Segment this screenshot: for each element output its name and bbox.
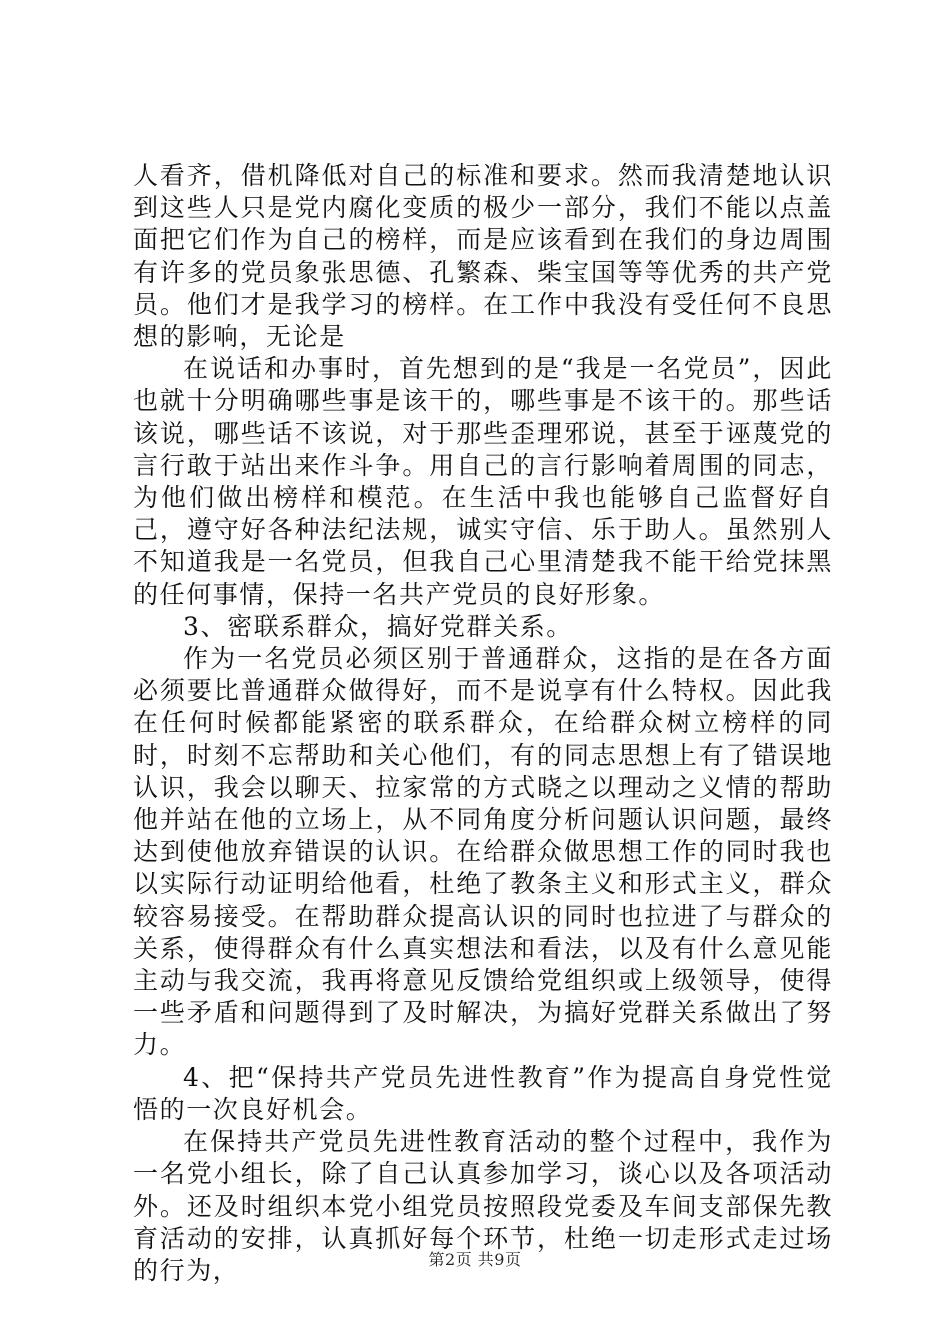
section-heading-4: 4、把“保持共产党员先进性教育”作为提高自身党性觉悟的一次良好机会。	[133, 1062, 833, 1124]
paragraph-1: 人看齐，借机降低对自己的标准和要求。然而我清楚地认识到这些人只是党内腐化变质的极少一部分，我们不能以点盖面把它们作为自己的榜样，而是应该看到在我们的身边周围有许多的党员象张思德、孔繁森、柴宝国等等优秀的共产党员。他们才是我学习的榜样。在工作中我没有受任何不良思想的影响，无论是	[133, 161, 833, 352]
document-body	[133, 160, 833, 1287]
page-number-footer: 第2页 共9页	[428, 1250, 522, 1269]
paragraph-3: 作为一名党员必须区别于普通群众，这指的是在各方面必须要比普通群众做得好，而不是说享有什么特权。因此我在任何时候都能紧密的联系群众，在给群众树立榜样的同时，时刻不忘帮助和关心他们，有的同志思想上有了错误地认识，我会以聊天、拉家常的方式晓之以理动之义情的帮助他并站在他的立场上，从不同角度分析问题认识问题，最终达到使他放弃错误的认识。在给群众做思想工作的同时我也以实际行动证明给他看，杜绝了教条主义和形式主义，群众较容易接受。在帮助群众提高认识的同时也拉进了与群众的关系，使得群众有什么真实想法和看法，以及有什么意见能主动与我交流，我再将意见反馈给党组织或上级领导，使得一些矛盾和问题得到了及时解决，为搞好党群关系做出了努力。	[133, 644, 833, 1060]
paragraph-4: 在保持共产党员先进性教育活动的整个过程中，我作为一名党小组长，除了自己认真参加学习，谈心以及各项活动外。还及时组织本党小组党员按照段党委及车间支部保先教育活动的安排，认真抓好每个环节，杜绝一切走形式走过场的行为，	[133, 1127, 833, 1285]
paragraph-2: 在说话和办事时，首先想到的是“我是一名党员”，因此也就十分明确哪些事是该干的，哪些事是不该干的。那些话该说，哪些话不该说，对于那些歪理邪说，甚至于诬蔑党的言行敢于站出来作斗争。用自己的言行影响着周围的同志，为他们做出榜样和模范。在生活中我也能够自己监督好自己，遵守好各种法纪法规，诚实守信、乐于助人。虽然别人不知道我是一名党员，但我自己心里清楚我不能干给党抹黑的任何事情，保持一名共产党员的良好形象。	[133, 354, 833, 609]
section-heading-3: 3、密联系群众，搞好党群关系。	[183, 611, 573, 641]
